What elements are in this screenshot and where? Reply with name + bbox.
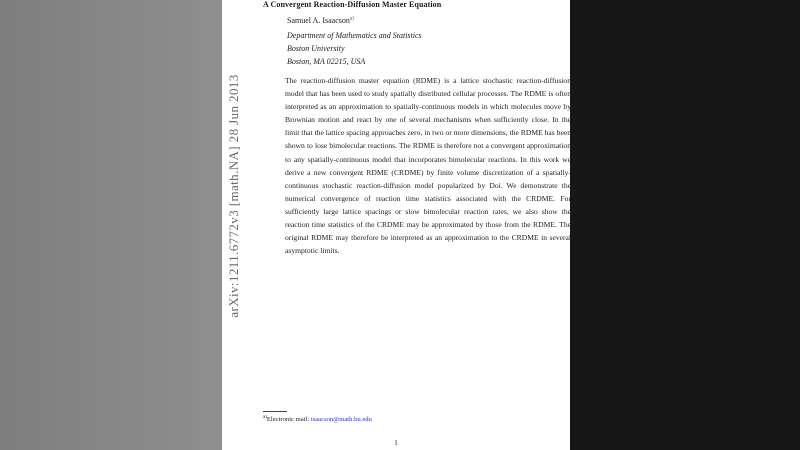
arxiv-watermark: arXiv:1211.6772v3 [math.NA] 28 Jun 2013 bbox=[226, 74, 241, 318]
paper-title: A Convergent Reaction-Diffusion Master Equation bbox=[263, 0, 442, 9]
footnote-rule bbox=[263, 411, 287, 412]
affiliation-line-department: Department of Mathematics and Statistics bbox=[287, 31, 422, 40]
abstract-text: The reaction-diffusion master equation (RDME) is a lattice stochastic reaction-diffusion model that has been used to study spatially distributed cellular processes. The RDME is often interpreted as an approximation to spatially-continuous models in which molecules move by Brownian motion and react by one of several mechanisms when sufficiently close. In the limit that the lattice spacing approaches zero, in two or more dimensions, the RDME has been shown to lose bimolecular reactions. The RDME is therefore not a convergent approximation to any spatially-continuous model that incorporates bimolecular reactions. In this work we derive a new convergent RDME (CRDME) by finite volume discretization of a spatially-continuous stochastic reaction-diffusion model popularized by Doi. We demonstrate the numerical convergence of reaction time statistics associated with the CRDME. For sufficiently large lattice spacings or slow bimolecular reaction rates, we also show the reaction time statistics of the CRDME may be approximated by those from the RDME. The original RDME may therefore be interpreted as an approximation to the CRDME in several asymptotic limits. bbox=[285, 76, 571, 256]
author-line bbox=[287, 16, 354, 25]
affiliation-block bbox=[287, 29, 422, 68]
page-number: 1 bbox=[394, 438, 398, 447]
email-link[interactable]: isaacson@math.bu.edu bbox=[310, 416, 372, 423]
affiliation-line-university: Boston University bbox=[287, 44, 345, 53]
footnote bbox=[263, 416, 372, 423]
author-name: Samuel A. Isaacson bbox=[287, 16, 350, 25]
viewer-background-left bbox=[0, 0, 222, 450]
paper-page bbox=[222, 0, 570, 450]
footnote-mark: a) bbox=[263, 414, 267, 420]
author-footnote-mark: a) bbox=[349, 16, 354, 22]
affiliation-line-address: Boston, MA 02215, USA bbox=[287, 57, 366, 66]
footnote-label: Electronic mail: bbox=[266, 416, 311, 423]
